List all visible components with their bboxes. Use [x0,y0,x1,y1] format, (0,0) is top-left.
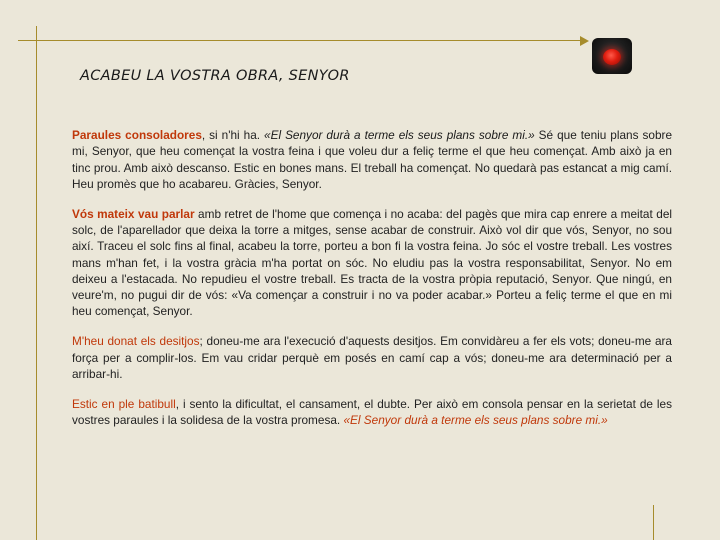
paragraph-4-quote: «El Senyor durà a terme els seus plans sobre mi.» [343,412,608,427]
paragraph-2-lead: Vós mateix vau parlar [72,206,195,221]
paragraph-2-text: amb retret de l'home que comença i no acaba: del pagès que mira cap enrere a meitat del solc, de l'aparellador que deixa la torre a mitges, sense acabar de construir. Això vol dir que vós, Senyor, no sou així. Traceu el solc fins al final, acabeu la torre, porteu a bon fi la vostra feina. Jo sóc el vostre treball. Les vostres mans m'han fet, i la vostra gràcia m'ha portat on sóc. No eludiu pas la vostra responsabilitat, Senyor. No em deixeu a l'estacada. No repudieu el vostre treball. Es tracta de la vostra pròpia reputació, Senyor. Que ningú, en veure'm, no pugui dir de vós: «Va començar a construir i no va poder acabar.» Porteu a feliç terme el que en mi heu començat, Senyor. [72,206,672,319]
paragraph-3-lead: M'heu donat els desitjos [72,334,200,349]
lamp-light [603,49,621,65]
paragraph-3-text: ; doneu-me ara l'execució d'aquests desitjos. Em convidàreu a fer els vots; doneu-me ara força per a complir-los. Em vau cridar perquè em posés en camí cap a vós; doneu-me ara determinació per a arribar-hi. [72,334,672,381]
red-lamp-icon [592,38,632,74]
paragraph-1-lead: Paraules consoladores [72,128,202,142]
slide-title: ACABEU LA VOSTRA OBRA, SENYOR [80,68,350,84]
paragraph-3 [72,333,672,382]
top-horizontal-rule [18,40,583,41]
paragraph-1 [72,127,672,192]
paragraph-4-lead: Estic en ple batibull [72,396,176,411]
paragraph-1-text-a: , si n'hi ha. [201,128,265,142]
arrow-right-icon [580,36,589,46]
paragraph-4-text: , i sento la dificultat, el cansament, el dubte. Per això em consola pensar en la serietat de les vostres paraules i la solidesa de la vostra promesa. [72,396,672,427]
paragraph-1-text-b: Sé que teniu plans sobre mi, Senyor, que heu començat la vostra feina i que voleu dur a feliç terme el que heu començat. Amb això ja en tinc prou. Amb això descanso. Estic en bones mans. El treball ha començat. No quedarà pas estancat a mig camí. Heu promès que ho acabareu. Gràcies, Senyor. [72,128,673,191]
text-body [72,127,672,442]
paragraph-1-quote: «El Senyor durà a terme els seus plans sobre mi.» [264,128,535,142]
left-vertical-rule [36,26,37,540]
right-vertical-rule [653,505,654,540]
paragraph-2 [72,206,672,320]
paragraph-4 [72,396,672,429]
